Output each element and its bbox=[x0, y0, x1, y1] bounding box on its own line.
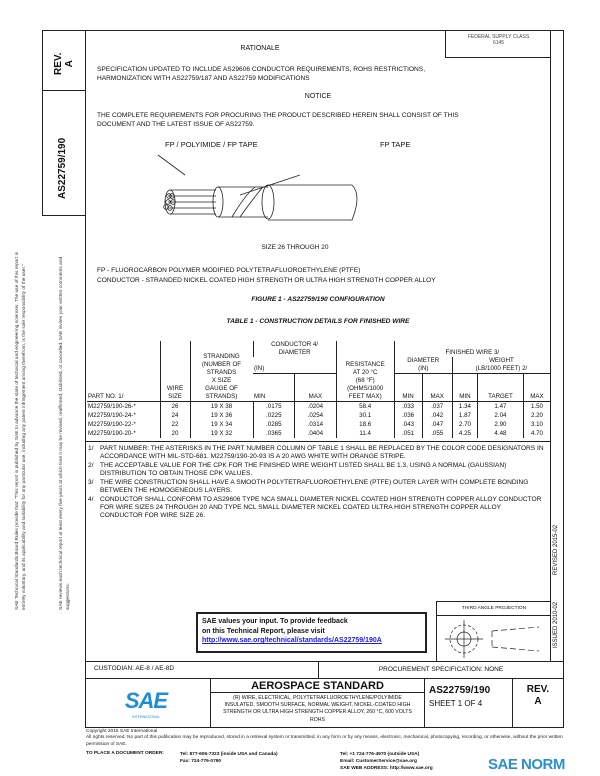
table-cell: .0404 bbox=[295, 429, 337, 438]
sheet-number: SHEET 1 OF 4 bbox=[429, 699, 483, 708]
h-cond-in: (IN) bbox=[253, 357, 336, 374]
order-label: TO PLACE A DOCUMENT ORDER: bbox=[86, 751, 164, 756]
revised-date: REVISED 2015-02 bbox=[553, 524, 559, 575]
h-max: MAX bbox=[422, 374, 452, 402]
h-min: MIN bbox=[394, 374, 422, 402]
sae-logo-sub: INTERNATIONAL bbox=[132, 715, 160, 719]
side-rev-label: REV. bbox=[53, 52, 64, 75]
table-cell: 2.70 bbox=[452, 420, 477, 429]
table-cell: 1.87 bbox=[452, 411, 477, 420]
h-min: MIN bbox=[254, 393, 266, 400]
table-cell: M22759/190-26-* bbox=[88, 402, 136, 410]
table-cell: 58.4 bbox=[336, 402, 394, 411]
table-cell: 2.20 bbox=[523, 411, 550, 420]
table-cell: .0365 bbox=[253, 429, 295, 438]
disclaimer-2: SAE reviews each technical report at least every five years at which time it may be revised, reaffirmed, stabilized, or cancelled. SAE invites your written comments and suggestions. bbox=[59, 256, 71, 610]
sae-logo: SAE bbox=[124, 688, 168, 713]
copyright: Copyright 2015 SAE International bbox=[86, 729, 158, 734]
table-cell: .0285 bbox=[253, 420, 295, 429]
table-cell: M22759/190-24-* bbox=[88, 411, 136, 419]
h-max: MAX bbox=[295, 374, 337, 402]
projection-box bbox=[436, 601, 551, 662]
table-cell: 19 X 38 bbox=[190, 402, 253, 411]
footnote bbox=[88, 445, 545, 461]
feedback-link[interactable]: http://www.sae.org/technical/standards/AS22759/190A bbox=[202, 637, 382, 644]
side-doc-cell bbox=[42, 90, 86, 216]
table-cell: .042 bbox=[422, 411, 452, 420]
footnote bbox=[88, 461, 545, 478]
wire-illustration bbox=[140, 150, 480, 240]
footnote-text: CONDUCTOR SHALL CONFORM TO AS29606 TYPE NCA SMALL DIAMETER NICKEL COATED HIGH STRENGTH COPPER ALLOY CONDUCTOR FOR WIRE SIZES 24 THROUGH 20 AND TYPE NCL SMALL DIAMETER NICKEL COATED ULTRA HIGH STRENGTH COPPER ALLOY CONDUCTOR FOR WIRE SIZE 26. bbox=[100, 495, 542, 520]
doc-number: AS22759/190 bbox=[429, 685, 491, 696]
h-min: MIN bbox=[452, 374, 477, 402]
table-cell: .0314 bbox=[295, 420, 337, 429]
procurement-cell bbox=[318, 661, 564, 679]
watermark: SAE NORM bbox=[488, 756, 565, 773]
table-cell: 4.48 bbox=[477, 429, 523, 438]
rev-value: A bbox=[534, 696, 542, 707]
table-cell: 4.25 bbox=[452, 429, 477, 438]
table-cell: .0225 bbox=[253, 411, 295, 420]
figure-def-2: CONDUCTOR - STRANDED NICKEL COATED HIGH STRENGTH OR ULTRA HIGH STRENGTH COPPER ALLOY bbox=[97, 277, 436, 284]
feedback-line-2: on this Technical Report, please visit bbox=[202, 627, 325, 635]
federal-supply-class bbox=[445, 30, 551, 58]
footnote-number: 3/ bbox=[88, 478, 94, 486]
footnote-number: 2/ bbox=[88, 461, 94, 469]
footnotes bbox=[88, 445, 545, 521]
side-rev: A bbox=[64, 60, 75, 68]
rev-cell bbox=[512, 678, 564, 728]
rationale-title: RATIONALE bbox=[240, 45, 280, 52]
third-angle-projection-icon bbox=[437, 616, 550, 661]
web-address: SAE WEB ADDRESS: http://www.sae.org bbox=[340, 766, 433, 771]
title-description: (R) WIRE, ELECTRICAL, POLYTETRAFLUOROETHYLENE/POLYIMIDE INSULATED, SMOOTH SURFACE, NORMAL WEIGHT, NICKEL-COATED HIGH STRENGTH OR ULTRA HIGH STRENGTH COPPER ALLOY, 260 °C, 600 VOLTS ROHS bbox=[223, 695, 412, 723]
h-conductor: CONDUCTOR 4/ DIAMETER bbox=[253, 341, 336, 357]
construction-table bbox=[87, 341, 550, 438]
table-cell: 1.47 bbox=[477, 402, 523, 411]
table-cell: 19 X 34 bbox=[190, 420, 253, 429]
table-cell: 20 bbox=[160, 429, 190, 438]
footnote bbox=[88, 495, 545, 521]
footnote-text: THE WIRE CONSTRUCTION SHALL HAVE A SMOOTH POLYTETRAFLUOROETHYLENE (PTFE) OUTER LAYER WITH COMPLETE BONDING BETWEEN THE HOMOGENEOUS LAYERS. bbox=[100, 478, 529, 495]
custodian-cell bbox=[85, 661, 319, 679]
h-weight: WEIGHT (LB/1000 FEET) 2/ bbox=[452, 357, 550, 374]
notice-title: NOTICE bbox=[304, 93, 332, 100]
fsc-label: FEDERAL SUPPLY CLASS bbox=[467, 34, 530, 40]
table-cell: .0204 bbox=[295, 402, 337, 411]
rights: All rights reserved. No part of this publication may be reproduced, stored in a retrieval system or transmitted, in any form or by any means, electronic, mechanical, photocopying, recording, or otherwise, without the prior written permission of SAE. bbox=[86, 735, 563, 747]
figure-size: SIZE 26 THROUGH 20 bbox=[261, 244, 329, 251]
notice-text-2: DOCUMENT AND THE LATEST ISSUE OF AS22759. bbox=[97, 121, 255, 128]
table-cell: 3.10 bbox=[523, 420, 550, 429]
table-cell: M22759/190-20-* bbox=[88, 429, 136, 437]
footer bbox=[86, 729, 566, 748]
h-fin-dia: DIAMETER (IN) bbox=[394, 357, 452, 374]
table-cell: 2.90 bbox=[477, 420, 523, 429]
table-cell: 30.1 bbox=[336, 411, 394, 420]
table-title: TABLE 1 - CONSTRUCTION DETAILS FOR FINISHED WIRE bbox=[226, 318, 410, 325]
table-cell: 2.04 bbox=[477, 411, 523, 420]
disclaimer-1: SAE Technical Standards Board Rules provide that: "This report is published by SAE to advance the state of technical and engineering sciences. The use of this report is entirely voluntary, and its applicability and suitability for any particular use, including any patent infringement arising therefrom, is the sole responsibility of the user." bbox=[15, 251, 27, 610]
table-row bbox=[87, 402, 550, 411]
table-cell: .043 bbox=[394, 420, 422, 429]
fsc-value: 6145 bbox=[492, 40, 505, 46]
aerospace-standard-heading: AEROSPACE STANDARD bbox=[211, 679, 424, 693]
logo-cell bbox=[85, 678, 211, 728]
footnote-number: 1/ bbox=[88, 445, 94, 452]
table-cell: .0254 bbox=[295, 411, 337, 420]
footnote bbox=[88, 478, 545, 495]
table-divider bbox=[85, 441, 551, 442]
title-cell bbox=[210, 678, 425, 728]
figure-def-1: FP - FLUOROCARBON POLYMER MODIFIED POLYTETRAFLUOROETHYLENE (PTFE) bbox=[97, 267, 361, 274]
table-cell: .036 bbox=[394, 411, 422, 420]
table-cell: 4.70 bbox=[523, 429, 550, 438]
side-rev-cell bbox=[42, 30, 86, 91]
table-cell: .051 bbox=[394, 429, 422, 438]
table-cell: 19 X 36 bbox=[190, 411, 253, 420]
table-cell: 26 bbox=[160, 402, 190, 411]
table-cell: .055 bbox=[422, 429, 452, 438]
table-row bbox=[87, 420, 550, 429]
figure-caption: FIGURE 1 - AS22759/190 CONFIGURATION bbox=[251, 296, 385, 303]
footnote-text: PART NUMBER: THE ASTERISKS IN THE PART NUMBER COLUMN OF TABLE 1 SHALL BE REPLACED BY THE COLOR CODE DESIGNATORS IN ACCORDANCE WITH MIL-STD-681. M22759/190-20-93 IS A 20 AWG WHITE WITH ORANGE STRIPE. bbox=[100, 445, 544, 461]
order-contacts: Tel: +1 724-776-4970 (outside USA) Email: CustomerService@sae.org SAE WEB ADDRESS: http://www.sae.org bbox=[340, 752, 433, 771]
table-cell: .037 bbox=[422, 402, 452, 411]
side-doc: AS22759/190 bbox=[57, 137, 68, 199]
table-cell: 1.50 bbox=[523, 402, 550, 411]
table-cell: 19 X 32 bbox=[190, 429, 253, 438]
projection-label: THIRD ANGLE PROJECTION bbox=[437, 602, 551, 616]
procurement: PROCUREMENT SPECIFICATION: NONE bbox=[378, 666, 504, 673]
feedback-line-1: SAE values your input. To provide feedback bbox=[202, 618, 348, 625]
table-cell: 24 bbox=[160, 411, 190, 420]
table-cell: .0175 bbox=[253, 402, 295, 411]
figure-label-right: FP TAPE bbox=[380, 140, 411, 149]
custodian: CUSTODIAN: AE-8 / AE-8D bbox=[94, 665, 175, 672]
order-phones: Tel: 877-606-7323 (inside USA and Canada) Fax: 724-776-0790 bbox=[180, 752, 278, 764]
rationale-text-2: HARMONIZATION WITH AS22759/187 AND AS22759 MODIFICATIONS bbox=[97, 75, 310, 82]
table-cell: 22 bbox=[160, 420, 190, 429]
doc-cell bbox=[424, 678, 513, 728]
table-cell: 1.34 bbox=[452, 402, 477, 411]
footnote-text: THE ACCEPTABLE VALUE FOR THE CPK FOR THE FINISHED WIRE WEIGHT LISTED SHALL BE 1.3, USING A NORMAL (GAUSSIAN) DISTRIBUTION TO OBTAIN THOSE CPK VALUES. bbox=[100, 461, 507, 478]
table-row bbox=[87, 411, 550, 420]
table-cell: M22759/190-22-* bbox=[88, 420, 136, 428]
table-cell: 11.4 bbox=[336, 429, 394, 438]
h-resistance: RESISTANCE AT 20 °C (68 °F) (OHMS/1000 FEET MAX) bbox=[336, 341, 394, 402]
footnote-number: 4/ bbox=[88, 495, 94, 503]
h-target: TARGET bbox=[477, 374, 523, 402]
h-max: MAX bbox=[523, 374, 550, 402]
table-cell: .033 bbox=[394, 402, 422, 411]
h-part: PART NO. 1/ bbox=[88, 393, 124, 400]
issued-date: ISSUED 2010-02 bbox=[553, 601, 559, 648]
h-finished: FINISHED WIRE 3/ bbox=[394, 341, 550, 357]
h-stranding: STRANDING (NUMBER OF STRANDS X SIZE GAUGE OF STRANDS) bbox=[190, 341, 253, 402]
feedback-box bbox=[196, 612, 427, 653]
rev-label: REV. bbox=[526, 684, 550, 695]
h-wire-size: WIRE SIZE bbox=[160, 341, 190, 402]
rationale-text-1: SPECIFICATION UPDATED TO INCLUDE AS29606 CONDUCTOR REQUIREMENTS, ROHS RESTRICTIONS, bbox=[97, 66, 426, 73]
table-cell: .047 bbox=[422, 420, 452, 429]
notice-text-1: THE COMPLETE REQUIREMENTS FOR PROCURING THE PRODUCT DESCRIBED HEREIN SHALL CONSIST OF THIS bbox=[97, 112, 459, 119]
table-cell: 18.6 bbox=[336, 420, 394, 429]
figure-label-left: FP / POLYIMIDE / FP TAPE bbox=[165, 140, 258, 149]
table-row bbox=[87, 429, 550, 438]
